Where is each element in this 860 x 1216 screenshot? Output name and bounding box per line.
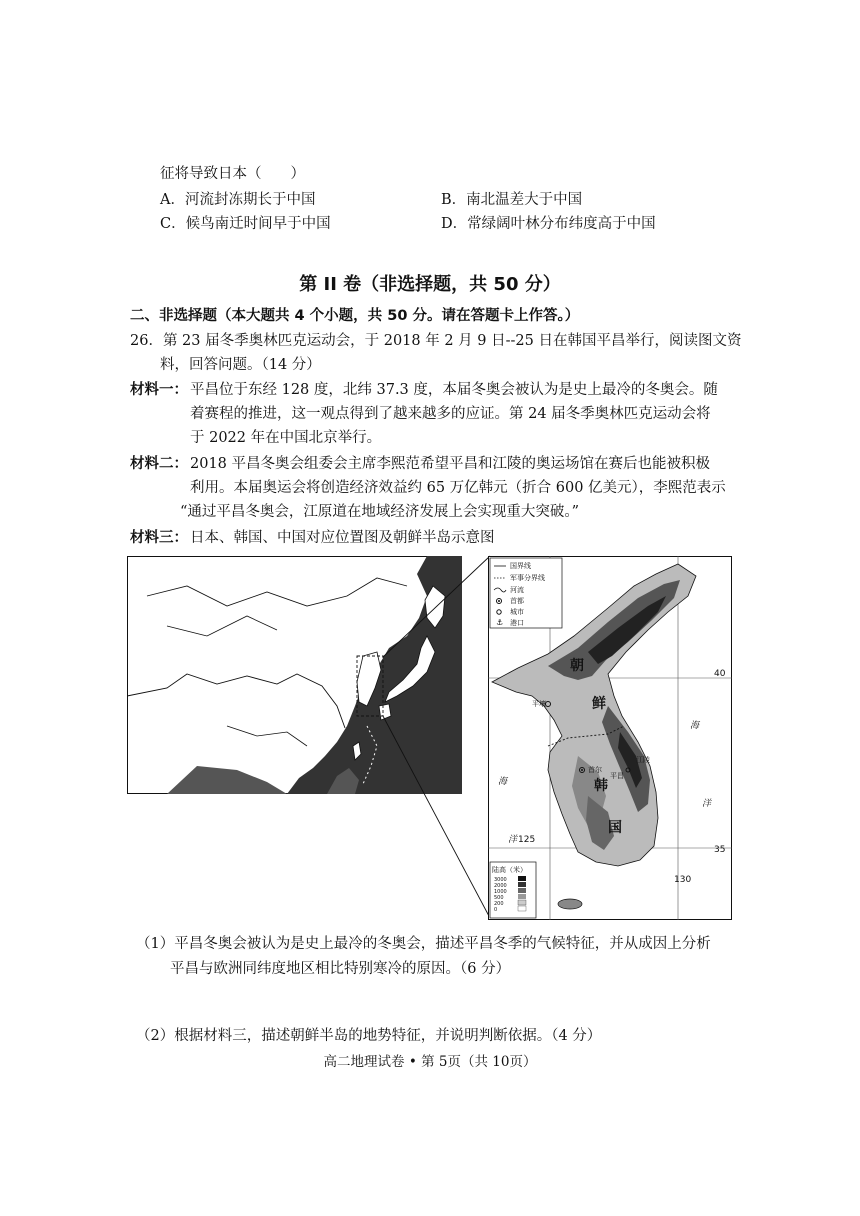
sub-question-2: （2）根据材料三，描述朝鲜半岛的地势特征，并说明判断依据。（4 分） xyxy=(136,1028,602,1044)
svg-text:⚓: ⚓ xyxy=(496,618,504,627)
material2-line: 2018 平昌冬奥会组委会主席李熙范希望平昌和江陵的奥运场馆在赛后也能被积极 xyxy=(190,456,711,472)
option-c: C．候鸟南迁时间早于中国 xyxy=(160,216,331,232)
label-han: 韩 xyxy=(594,778,608,794)
label-gangneung: 江陵 xyxy=(636,756,650,764)
label-chao: 朝 xyxy=(570,658,584,674)
material3-text: 日本、韩国、中国对应位置图及朝鲜半岛示意图 xyxy=(190,530,495,546)
option-a: A．河流封冻期长于中国 xyxy=(160,192,316,208)
q26-line2: 料，回答问题。（14 分） xyxy=(160,357,321,373)
lon-label-130: 130 xyxy=(674,875,692,885)
label-pyongyang: 平壤 xyxy=(532,700,546,708)
label-yang-right: 洋 xyxy=(702,799,712,809)
legend-port: 港口 xyxy=(510,619,524,627)
sub-question-1-line1: （1）平昌冬奥会被认为是史上最冷的冬奥会，描述平昌冬季的气候特征，并从成因上分析 xyxy=(136,936,711,952)
option-b: B．南北温差大于中国 xyxy=(441,192,583,208)
material2-line: “通过平昌冬奥会，江原道在地域经济发展上会实现重大突破。” xyxy=(180,504,580,520)
material1-line: 于 2022 年在中国北京举行。 xyxy=(190,430,382,446)
question-stem-tail: 征将导致日本（ ） xyxy=(160,166,305,182)
material2-label: 材料二： xyxy=(130,456,188,472)
material1-line: 着赛程的推进，这一观点得到了越来越多的应证。第 24 届冬季奥林匹克运动会将 xyxy=(190,406,711,422)
lat-label-40: 40 xyxy=(714,669,726,679)
elev-value: 0 xyxy=(494,907,498,913)
label-xian: 鲜 xyxy=(592,696,606,712)
material1-label: 材料一： xyxy=(130,382,188,398)
label-pyeongchang: 平昌 xyxy=(610,772,624,780)
elevation-title: 陆高（米） xyxy=(492,866,527,874)
q26-line1: 26．第 23 届冬季奥林匹克运动会，于 2018 年 2 月 9 日--25 日在韩国平昌举行，阅读图文资 xyxy=(130,333,742,349)
legend-border: 国界线 xyxy=(510,562,531,570)
legend-military-line: 军事分界线 xyxy=(510,574,545,582)
lat-label-35: 35 xyxy=(714,845,726,855)
label-hai-left: 海 xyxy=(498,777,508,787)
legend-city: 城市 xyxy=(510,608,524,616)
label-hai-right: 海 xyxy=(690,721,700,731)
material2-line: 利用。本届奥运会将创造经济效益约 65 万亿韩元（折合 600 亿美元），李熙范表示 xyxy=(190,480,726,496)
label-yang-left: 洋 xyxy=(508,835,518,845)
label-guo: 国 xyxy=(608,820,622,836)
legend-river: 河流 xyxy=(510,586,524,594)
elev-value: 3000 xyxy=(494,877,507,883)
option-d: D．常绿阔叶林分布纬度高于中国 xyxy=(441,216,656,232)
korean-peninsula-map xyxy=(488,556,732,920)
label-seoul: 首尔 xyxy=(588,766,602,774)
elev-value: 500 xyxy=(494,895,504,901)
material3-label: 材料三： xyxy=(130,530,188,546)
east-asia-map xyxy=(127,556,462,794)
elev-value: 200 xyxy=(494,901,504,907)
legend-capital: 首都 xyxy=(510,597,524,605)
elev-value: 2000 xyxy=(494,883,507,889)
part2-heading: 二、非选择题（本大题共 4 个小题，共 50 分。请在答题卡上作答。） xyxy=(130,308,580,324)
lon-label-125: 125 xyxy=(518,835,536,845)
elev-value: 1000 xyxy=(494,889,507,895)
sub-question-1-line2: 平昌与欧洲同纬度地区相比特别寒冷的原因。（6 分） xyxy=(170,961,511,977)
section-title: 第 II 卷（非选择题，共 50 分） xyxy=(299,274,561,295)
page-footer: 高二地理试卷 • 第 5页（共 10页） xyxy=(323,1054,537,1070)
material1-line: 平昌位于东经 128 度，北纬 37.3 度，本届冬奥会被认为是史上最冷的冬奥会。随 xyxy=(190,382,718,398)
